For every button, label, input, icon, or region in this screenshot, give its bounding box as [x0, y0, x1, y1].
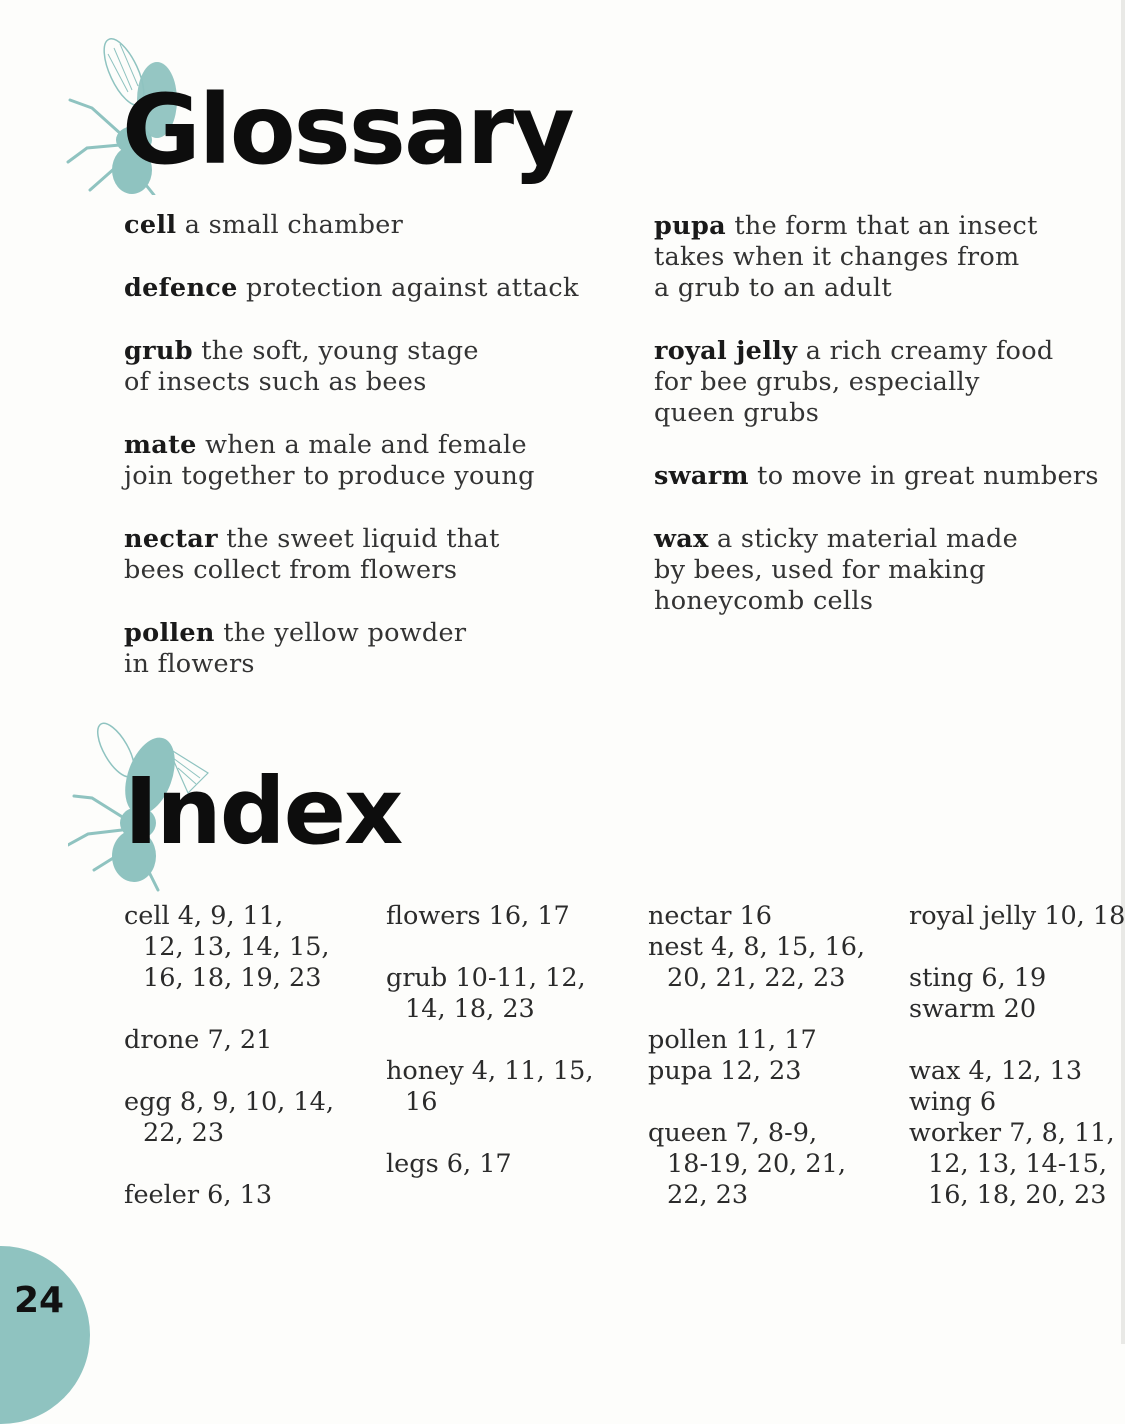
glossary-definition: the sweet liquid that bees collect from flowers [124, 524, 500, 585]
index-line: feeler 6, 13 [124, 1180, 273, 1210]
index-entry [124, 1087, 334, 1149]
index-line: drone 7, 21 [124, 1025, 273, 1055]
glossary-term: swarm [654, 461, 749, 491]
index-entry [648, 1025, 865, 1056]
index-line: honey 4, 11, 15, [386, 1056, 594, 1086]
index-entry [648, 932, 865, 994]
glossary-definition: protection against attack [246, 273, 579, 303]
glossary-definition: a sticky material made by bees, used for making honeycomb cells [654, 524, 1018, 616]
index-line: queen 7, 8-9, [648, 1118, 818, 1148]
glossary-term: pupa [654, 211, 726, 241]
glossary-definition: the form that an insect takes when it changes from a grub to an adult [654, 211, 1038, 303]
index-line: egg 8, 9, 10, 14, [124, 1087, 334, 1117]
glossary-entry [124, 336, 604, 398]
index-entry [648, 901, 865, 932]
index-entry [909, 901, 1125, 932]
glossary-term: royal jelly [654, 336, 798, 366]
index-entry [386, 963, 593, 1025]
index-entry [909, 1087, 1125, 1118]
index-entry [648, 1056, 865, 1087]
index-line: 18-19, 20, 21, [667, 1149, 846, 1179]
index-entry [124, 1025, 334, 1056]
glossary-title: Glossary [122, 74, 573, 186]
index-line: flowers 16, 17 [386, 901, 570, 931]
glossary-entry [654, 211, 1125, 304]
index-line: nectar 16 [648, 901, 772, 931]
index-entry [909, 994, 1125, 1025]
index-line: 20, 21, 22, 23 [667, 963, 846, 993]
index-entry [909, 963, 1125, 994]
glossary-entry [124, 273, 604, 304]
index-line: 16, 18, 19, 23 [143, 963, 322, 993]
index-entry [386, 1149, 593, 1180]
index-entry [648, 1118, 865, 1211]
index-line: 12, 13, 14-15, [928, 1149, 1107, 1179]
index-column-1 [124, 901, 334, 1242]
index-entry [909, 1118, 1125, 1211]
page-number: 24 [14, 1280, 65, 1321]
index-line: 16 [405, 1087, 438, 1117]
index-line: cell 4, 9, 11, [124, 901, 284, 931]
index-line: 14, 18, 23 [405, 994, 535, 1024]
index-entry [124, 1180, 334, 1211]
index-line: grub 10-11, 12, [386, 963, 586, 993]
glossary-entry [124, 430, 604, 492]
index-column-4 [909, 901, 1125, 1242]
glossary-term: nectar [124, 524, 218, 554]
glossary-term: wax [654, 524, 709, 554]
index-line: nest 4, 8, 15, 16, [648, 932, 866, 962]
glossary-entry [124, 618, 604, 680]
index-line: worker 7, 8, 11, [909, 1118, 1115, 1148]
index-line: 22, 23 [143, 1118, 225, 1148]
index-line: pupa 12, 23 [648, 1056, 802, 1086]
index-title: Index [124, 758, 402, 865]
glossary-definition: the yellow powder in flowers [124, 618, 467, 679]
index-entry [124, 901, 334, 994]
glossary-entry [654, 524, 1125, 617]
index-line: wax 4, 12, 13 [909, 1056, 1083, 1086]
index-line: 22, 23 [667, 1180, 749, 1210]
glossary-entry [654, 336, 1125, 429]
glossary-term: cell [124, 210, 177, 240]
index-line: royal jelly 10, 18 [909, 901, 1125, 931]
index-entry [386, 901, 593, 932]
glossary-entry [124, 524, 604, 586]
glossary-term: grub [124, 336, 193, 366]
glossary-entry [124, 210, 604, 241]
glossary-definition: the soft, young stage of insects such as bees [124, 336, 479, 397]
glossary-column-left [124, 210, 604, 712]
glossary-term: pollen [124, 618, 215, 648]
index-line: swarm 20 [909, 994, 1037, 1024]
glossary-definition: a rich creamy food for bee grubs, especially queen grubs [654, 336, 1054, 428]
index-line: pollen 11, 17 [648, 1025, 817, 1055]
index-line: 16, 18, 20, 23 [928, 1180, 1107, 1210]
index-column-2 [386, 901, 593, 1211]
glossary-definition: when a male and female join together to produce young [124, 430, 535, 491]
glossary-term: defence [124, 273, 238, 303]
index-line: wing 6 [909, 1087, 997, 1117]
index-entry [386, 1056, 593, 1118]
glossary-definition: a small chamber [184, 210, 404, 240]
page-number-badge [0, 1246, 90, 1424]
index-line: 12, 13, 14, 15, [143, 932, 330, 962]
glossary-entry [654, 461, 1125, 492]
index-column-3 [648, 901, 865, 1242]
index-entry [909, 1056, 1125, 1087]
glossary-column-right [654, 211, 1125, 649]
glossary-term: mate [124, 430, 197, 460]
index-line: sting 6, 19 [909, 963, 1047, 993]
glossary-definition: to move in great numbers [757, 461, 1099, 491]
index-line: legs 6, 17 [386, 1149, 512, 1179]
